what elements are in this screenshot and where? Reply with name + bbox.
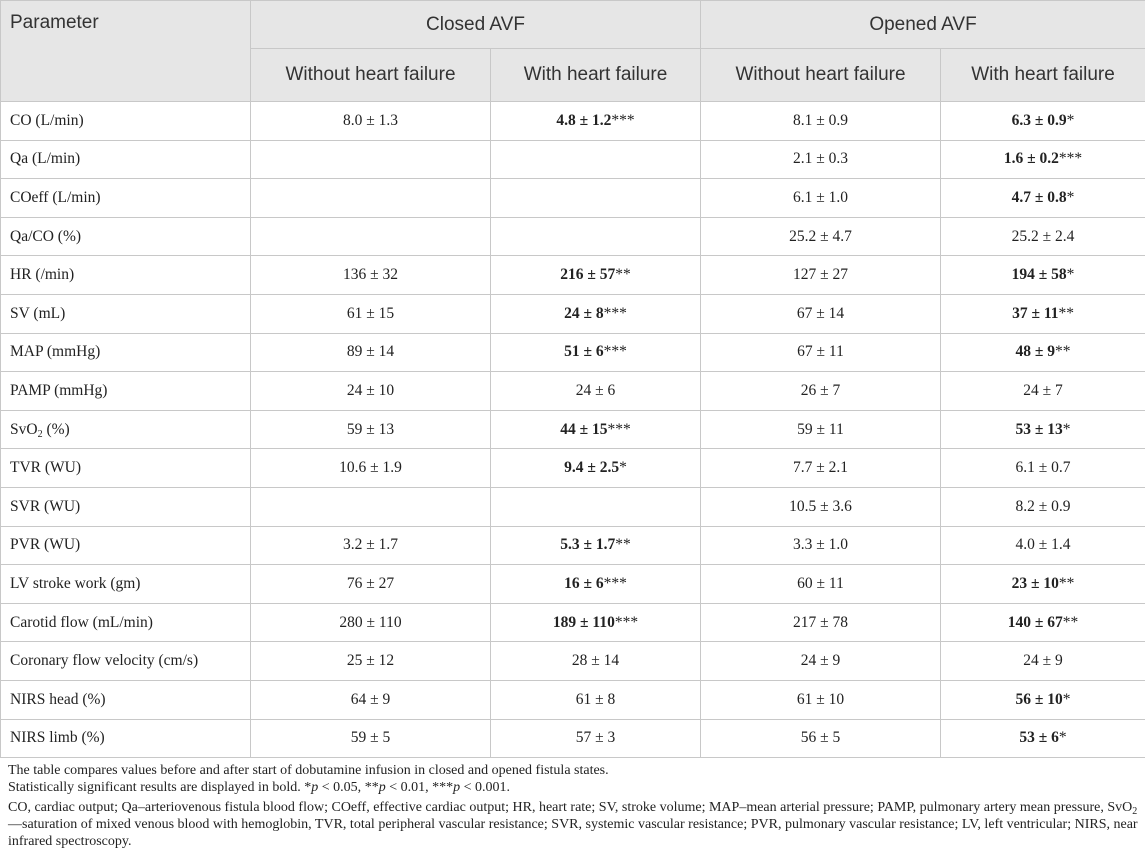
value-cell: 26 ± 7	[701, 372, 941, 411]
value-cell: 24 ± 7	[941, 372, 1145, 411]
value-cell: 16 ± 6***	[491, 565, 701, 604]
parameter-cell: SvO$_2$ (%)	[1, 410, 251, 449]
value-cell: 89 ± 14	[251, 333, 491, 372]
value-cell: 6.3 ± 0.9*	[941, 102, 1145, 141]
value-cell: 4.0 ± 1.4	[941, 526, 1145, 565]
value-cell: 28 ± 14	[491, 642, 701, 681]
value-cell: 8.1 ± 0.9	[701, 102, 941, 141]
parameter-cell: HR (/min)	[1, 256, 251, 295]
value-cell: 6.1 ± 1.0	[701, 179, 941, 218]
value-cell	[491, 487, 701, 526]
table-row	[1, 449, 1145, 488]
value-cell: 53 ± 13*	[941, 410, 1145, 449]
table-row	[1, 719, 1145, 758]
value-cell: 53 ± 6*	[941, 719, 1145, 758]
parameter-cell: Qa/CO (%)	[1, 217, 251, 256]
value-cell: 56 ± 5	[701, 719, 941, 758]
value-cell: 216 ± 57**	[491, 256, 701, 295]
value-cell: 189 ± 110***	[491, 603, 701, 642]
value-cell: 59 ± 11	[701, 410, 941, 449]
table-row	[1, 526, 1145, 565]
table-row	[1, 410, 1145, 449]
table-body	[1, 102, 1145, 758]
table-row	[1, 603, 1145, 642]
value-cell: 24 ± 9	[701, 642, 941, 681]
footnote-description: The table compares values before and after start of dobutamine infusion in closed and opened fistula states.	[8, 763, 609, 778]
value-cell: 8.2 ± 0.9	[941, 487, 1145, 526]
value-cell: 3.2 ± 1.7	[251, 526, 491, 565]
parameter-cell: MAP (mmHg)	[1, 333, 251, 372]
value-cell: 25.2 ± 4.7	[701, 217, 941, 256]
value-cell: 194 ± 58*	[941, 256, 1145, 295]
value-cell: 48 ± 9**	[941, 333, 1145, 372]
value-cell: 280 ± 110	[251, 603, 491, 642]
value-cell: 24 ± 10	[251, 372, 491, 411]
value-cell: 59 ± 5	[251, 719, 491, 758]
value-cell	[251, 487, 491, 526]
value-cell: 59 ± 13	[251, 410, 491, 449]
table-row	[1, 294, 1145, 333]
parameter-cell: NIRS limb (%)	[1, 719, 251, 758]
subheader-closed-without-hf: Without heart failure	[251, 49, 491, 102]
subheader-closed-with-hf: With heart failure	[491, 49, 701, 102]
parameter-cell: LV stroke work (gm)	[1, 565, 251, 604]
value-cell: 61 ± 10	[701, 680, 941, 719]
table-row	[1, 140, 1145, 179]
parameter-cell: Coronary flow velocity (cm/s)	[1, 642, 251, 681]
value-cell: 24 ± 6	[491, 372, 701, 411]
table-row	[1, 372, 1145, 411]
table-footnotes	[8, 762, 1138, 850]
value-cell: 37 ± 11**	[941, 294, 1145, 333]
value-cell	[251, 217, 491, 256]
value-cell: 10.5 ± 3.6	[701, 487, 941, 526]
value-cell: 51 ± 6***	[491, 333, 701, 372]
value-cell	[491, 140, 701, 179]
table-row	[1, 179, 1145, 218]
value-cell: 67 ± 11	[701, 333, 941, 372]
value-cell: 24 ± 9	[941, 642, 1145, 681]
value-cell: 136 ± 32	[251, 256, 491, 295]
value-cell: 8.0 ± 1.3	[251, 102, 491, 141]
value-cell: 25.2 ± 2.4	[941, 217, 1145, 256]
table-row	[1, 565, 1145, 604]
value-cell: 60 ± 11	[701, 565, 941, 604]
value-cell: 10.6 ± 1.9	[251, 449, 491, 488]
parameter-cell: COeff (L/min)	[1, 179, 251, 218]
table-row	[1, 333, 1145, 372]
value-cell: 4.8 ± 1.2***	[491, 102, 701, 141]
parameter-cell: Qa (L/min)	[1, 140, 251, 179]
parameter-cell: PVR (WU)	[1, 526, 251, 565]
value-cell: 217 ± 78	[701, 603, 941, 642]
parameter-cell: SV (mL)	[1, 294, 251, 333]
value-cell: 6.1 ± 0.7	[941, 449, 1145, 488]
parameter-cell: PAMP (mmHg)	[1, 372, 251, 411]
value-cell: 140 ± 67**	[941, 603, 1145, 642]
subheader-opened-with-hf: With heart failure	[941, 49, 1145, 102]
footnote-significance: Statistically significant results are displayed in bold. *p < 0.05, **p < 0.01, ***p < 0.001.	[8, 780, 510, 796]
value-cell: 3.3 ± 1.0	[701, 526, 941, 565]
value-cell: 67 ± 14	[701, 294, 941, 333]
value-cell: 1.6 ± 0.2***	[941, 140, 1145, 179]
value-cell: 44 ± 15***	[491, 410, 701, 449]
value-cell: 25 ± 12	[251, 642, 491, 681]
table-row	[1, 256, 1145, 295]
value-cell: 5.3 ± 1.7**	[491, 526, 701, 565]
value-cell: 57 ± 3	[491, 719, 701, 758]
value-cell: 7.7 ± 2.1	[701, 449, 941, 488]
parameter-cell: TVR (WU)	[1, 449, 251, 488]
parameter-cell: Carotid flow (mL/min)	[1, 603, 251, 642]
value-cell	[251, 179, 491, 218]
value-cell: 4.7 ± 0.8*	[941, 179, 1145, 218]
table-row	[1, 102, 1145, 141]
value-cell: 56 ± 10*	[941, 680, 1145, 719]
value-cell: 23 ± 10**	[941, 565, 1145, 604]
value-cell: 2.1 ± 0.3	[701, 140, 941, 179]
parameter-cell: SVR (WU)	[1, 487, 251, 526]
table-row	[1, 680, 1145, 719]
header-closed-avf: Closed AVF	[251, 1, 701, 49]
value-cell: 127 ± 27	[701, 256, 941, 295]
value-cell: 61 ± 8	[491, 680, 701, 719]
footnote-abbreviations: CO, cardiac output; Qa–arteriovenous fistula blood flow; COeff, effective cardiac output; HR, heart rate; SV, stroke volume; MAP–mean arterial pressure; PAMP, pulmonary artery mean pressure, SvO$_2$—saturation of mixed venous blood with hemoglobin, TVR, total peripheral vascular resistance; SVR, systemic vascular resistance; PVR, pulmonary vascular resistance; LV, left ventricular; NIRS, near infrared spectroscopy.	[8, 799, 1138, 850]
table-row	[1, 217, 1145, 256]
subheader-opened-without-hf: Without heart failure	[701, 49, 941, 102]
parameter-cell: NIRS head (%)	[1, 680, 251, 719]
value-cell	[491, 179, 701, 218]
value-cell: 24 ± 8***	[491, 294, 701, 333]
value-cell: 64 ± 9	[251, 680, 491, 719]
header-parameter: Parameter	[1, 1, 251, 102]
parameter-cell: CO (L/min)	[1, 102, 251, 141]
header-opened-avf: Opened AVF	[701, 1, 1145, 49]
value-cell: 61 ± 15	[251, 294, 491, 333]
value-cell: 9.4 ± 2.5*	[491, 449, 701, 488]
value-cell: 76 ± 27	[251, 565, 491, 604]
table-row	[1, 487, 1145, 526]
value-cell	[491, 217, 701, 256]
value-cell	[251, 140, 491, 179]
table-row	[1, 642, 1145, 681]
